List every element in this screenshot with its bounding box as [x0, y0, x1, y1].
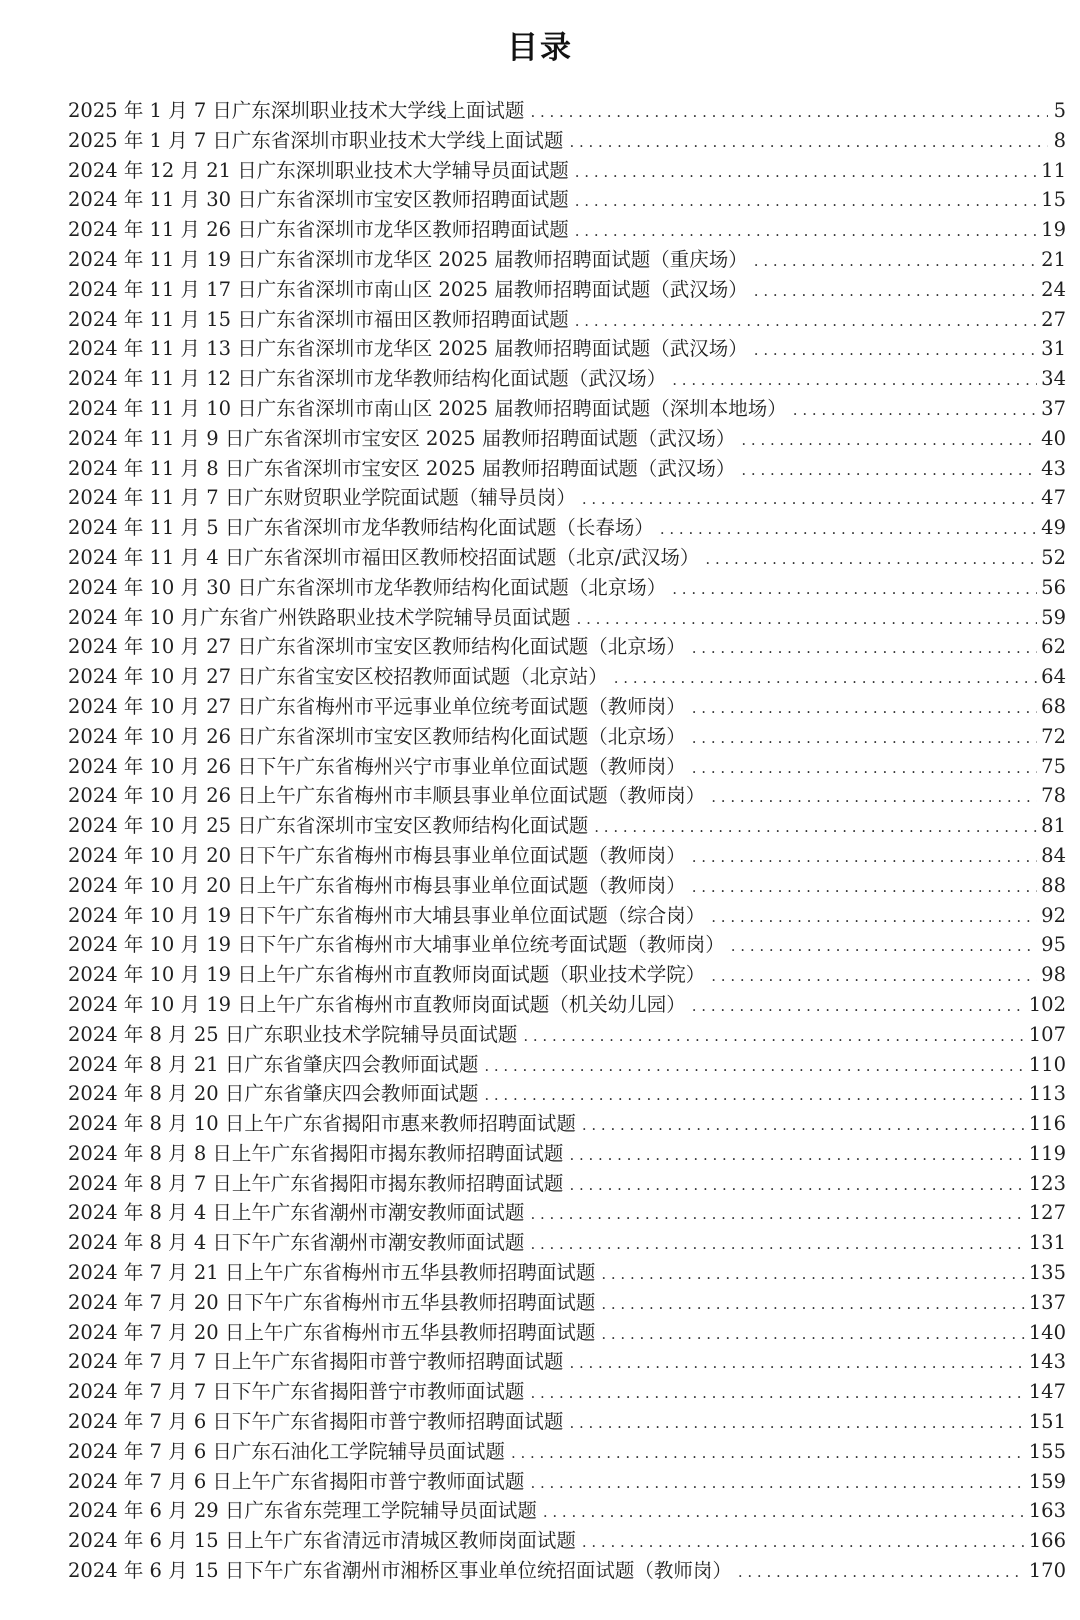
dot-leader	[582, 485, 1037, 513]
dot-leader	[543, 1498, 1025, 1526]
toc-entry[interactable]	[68, 1228, 1066, 1258]
dot-leader	[660, 515, 1037, 543]
dot-leader	[575, 217, 1037, 245]
toc-entry-title: 2024 年 7 月 6 日上午广东省揭阳市普宁教师面试题	[68, 1469, 525, 1493]
dot-leader	[484, 1081, 1024, 1109]
toc-entry[interactable]	[68, 185, 1066, 215]
toc-entry[interactable]	[68, 960, 1066, 990]
dot-leader	[530, 1230, 1024, 1258]
toc-entry-title: 2024 年 11 月 17 日广东省深圳市南山区 2025 届教师招聘面试题（武汉场）	[68, 277, 748, 301]
toc-entry[interactable]	[68, 632, 1066, 662]
toc-entry-title: 2024 年 10 月 26 日上午广东省梅州市丰顺县事业单位面试题（教师岗）	[68, 784, 706, 808]
toc-entry-title: 2024 年 6 月 29 日广东省东莞理工学院辅导员面试题	[68, 1499, 537, 1523]
toc-entry-title: 2024 年 8 月 20 日广东省肇庆四会教师面试题	[68, 1082, 479, 1106]
dot-leader	[754, 247, 1037, 275]
toc-entry-title: 2024 年 11 月 19 日广东省深圳市龙华区 2025 届教师招聘面试题（重庆场）	[68, 247, 748, 271]
toc-entry-title: 2024 年 11 月 4 日广东省深圳市福田区教师校招面试题（北京/武汉场）	[68, 545, 700, 569]
toc-entry-title: 2024 年 11 月 13 日广东省深圳市龙华区 2025 届教师招聘面试题（武汉场）	[68, 337, 748, 361]
toc-entry[interactable]	[68, 722, 1066, 752]
toc-entry-title: 2024 年 7 月 20 日上午广东省梅州市五华县教师招聘面试题	[68, 1320, 596, 1344]
toc-entry[interactable]	[68, 1556, 1066, 1586]
toc-entry[interactable]	[68, 901, 1066, 931]
dot-leader	[614, 664, 1037, 692]
toc-entry-title: 2024 年 12 月 21 日广东深圳职业技术大学辅导员面试题	[68, 158, 569, 182]
toc-entry-page-number: 34	[1041, 367, 1066, 391]
page-title: 目录	[507, 30, 573, 66]
toc-entry-title: 2024 年 7 月 21 日上午广东省梅州市五华县教师招聘面试题	[68, 1261, 596, 1285]
dot-leader	[731, 932, 1037, 960]
toc-entry[interactable]	[68, 1258, 1066, 1288]
table-of-contents	[68, 96, 1066, 1586]
toc-entry-title: 2024 年 7 月 6 日下午广东省揭阳市普宁教师招聘面试题	[68, 1410, 564, 1434]
dot-leader	[601, 1320, 1024, 1348]
dot-leader	[582, 1528, 1025, 1556]
toc-entry-title: 2024 年 8 月 8 日上午广东省揭阳市揭东教师招聘面试题	[68, 1141, 564, 1165]
dot-leader	[530, 98, 1048, 126]
toc-entry-title: 2024 年 11 月 7 日广东财贸职业学院面试题（辅导员岗）	[68, 486, 576, 510]
toc-entry[interactable]	[68, 1496, 1066, 1526]
toc-entry[interactable]	[68, 662, 1066, 692]
dot-leader	[575, 158, 1037, 186]
toc-entry-page-number: 135	[1028, 1261, 1066, 1285]
toc-entry-title: 2024 年 10 月 27 日广东省宝安区校招教师面试题（北京站）	[68, 665, 608, 689]
dot-leader	[692, 992, 1025, 1020]
toc-entry-page-number: 15	[1041, 188, 1066, 212]
toc-entry-page-number: 143	[1028, 1350, 1066, 1374]
toc-entry-page-number: 64	[1041, 665, 1066, 689]
toc-entry-page-number: 166	[1028, 1529, 1066, 1553]
toc-entry-title: 2024 年 7 月 7 日上午广东省揭阳市普宁教师招聘面试题	[68, 1350, 564, 1374]
toc-entry-page-number: 27	[1041, 307, 1066, 331]
toc-entry-page-number: 127	[1028, 1201, 1066, 1225]
toc-entry-title: 2024 年 10 月 27 日广东省梅州市平远事业单位统考面试题（教师岗）	[68, 694, 686, 718]
dot-leader	[582, 1111, 1025, 1139]
toc-entry-page-number: 31	[1041, 337, 1066, 361]
toc-entry[interactable]	[68, 126, 1066, 156]
toc-entry[interactable]	[68, 394, 1066, 424]
toc-entry[interactable]	[68, 454, 1066, 484]
toc-entry[interactable]	[68, 483, 1066, 513]
toc-entry-page-number: 43	[1041, 456, 1066, 480]
toc-entry[interactable]	[68, 841, 1066, 871]
dot-leader	[530, 1379, 1024, 1407]
toc-entry-page-number: 19	[1041, 218, 1066, 242]
toc-entry-title: 2024 年 10 月 26 日下午广东省梅州兴宁市事业单位面试题（教师岗）	[68, 754, 686, 778]
toc-entry[interactable]	[68, 1407, 1066, 1437]
toc-entry-title: 2024 年 10 月 26 日广东省深圳市宝安区教师结构化面试题（北京场）	[68, 724, 686, 748]
toc-entry[interactable]	[68, 811, 1066, 841]
toc-entry-page-number: 47	[1041, 486, 1066, 510]
toc-entry[interactable]	[68, 364, 1066, 394]
toc-entry-page-number: 107	[1028, 1022, 1066, 1046]
toc-entry[interactable]	[68, 573, 1066, 603]
toc-entry-title: 2024 年 10 月 19 日上午广东省梅州市直教师岗面试题（职业技术学院）	[68, 963, 706, 987]
toc-entry-page-number: 78	[1041, 784, 1066, 808]
dot-leader	[711, 783, 1037, 811]
toc-entry-page-number: 68	[1041, 694, 1066, 718]
dot-leader	[569, 1141, 1024, 1169]
toc-entry-page-number: 56	[1041, 575, 1066, 599]
toc-entry-page-number: 137	[1028, 1290, 1066, 1314]
dot-leader	[754, 277, 1037, 305]
dot-leader	[530, 1469, 1024, 1497]
dot-leader	[511, 1439, 1025, 1467]
toc-entry-page-number: 131	[1028, 1231, 1066, 1255]
toc-entry-title: 2025 年 1 月 7 日广东深圳职业技术大学线上面试题	[68, 99, 525, 122]
toc-entry-page-number: 75	[1041, 754, 1066, 778]
dot-leader	[601, 1290, 1024, 1318]
toc-entry-title: 2024 年 7 月 6 日广东石油化工学院辅导员面试题	[68, 1439, 505, 1463]
toc-entry[interactable]	[68, 1526, 1066, 1556]
dot-leader	[738, 1558, 1025, 1586]
toc-entry-page-number: 110	[1028, 1052, 1066, 1076]
toc-entry[interactable]	[68, 156, 1066, 186]
toc-entry-title: 2024 年 10 月 27 日广东省深圳市宝安区教师结构化面试题（北京场）	[68, 635, 686, 659]
toc-entry-page-number: 119	[1028, 1141, 1066, 1165]
toc-entry-title: 2024 年 10 月 19 日下午广东省梅州市大埔事业单位统考面试题（教师岗）	[68, 933, 725, 957]
dot-leader	[672, 575, 1037, 603]
toc-entry[interactable]	[68, 1318, 1066, 1348]
toc-entry-page-number: 159	[1028, 1469, 1066, 1493]
toc-entry-title: 2024 年 8 月 25 日广东职业技术学院辅导员面试题	[68, 1022, 518, 1046]
toc-entry-title: 2024 年 11 月 5 日广东省深圳市龙华教师结构化面试题（长春场）	[68, 516, 654, 540]
dot-leader	[754, 336, 1037, 364]
dot-leader	[569, 1409, 1024, 1437]
toc-entry[interactable]	[68, 245, 1066, 275]
toc-entry-title: 2024 年 11 月 15 日广东省深圳市福田区教师招聘面试题	[68, 307, 569, 331]
toc-entry-page-number: 155	[1028, 1439, 1066, 1463]
toc-entry-title: 2024 年 8 月 10 日上午广东省揭阳市惠来教师招聘面试题	[68, 1112, 576, 1136]
toc-entry-page-number: 72	[1041, 724, 1066, 748]
toc-entry-title: 2024 年 6 月 15 日下午广东省潮州市湘桥区事业单位统招面试题（教师岗）	[68, 1559, 732, 1583]
toc-entry[interactable]	[68, 334, 1066, 364]
toc-entry[interactable]	[68, 305, 1066, 335]
toc-entry-page-number: 88	[1041, 873, 1066, 897]
toc-entry-page-number: 40	[1041, 426, 1066, 450]
toc-entry-page-number: 116	[1028, 1112, 1066, 1136]
toc-entry-page-number: 113	[1028, 1082, 1066, 1106]
dot-leader	[672, 366, 1037, 394]
toc-entry[interactable]	[68, 424, 1066, 454]
toc-entry-title: 2024 年 11 月 8 日广东省深圳市宝安区 2025 届教师招聘面试题（武汉场）	[68, 456, 736, 480]
toc-entry-page-number: 170	[1028, 1559, 1066, 1583]
toc-entry-title: 2024 年 10 月 19 日下午广东省梅州市大埔县事业单位面试题（综合岗）	[68, 903, 706, 927]
toc-entry-page-number: 11	[1041, 158, 1066, 182]
toc-entry-title: 2024 年 10 月 19 日上午广东省梅州市直教师岗面试题（机关幼儿园）	[68, 992, 686, 1016]
toc-entry-title: 2024 年 11 月 10 日广东省深圳市南山区 2025 届教师招聘面试题（深圳本地场）	[68, 396, 787, 420]
dot-leader	[705, 545, 1037, 573]
toc-entry-title: 2025 年 1 月 7 日广东省深圳市职业技术大学线上面试题	[68, 128, 564, 152]
toc-entry-page-number: 21	[1041, 247, 1066, 271]
dot-leader	[692, 873, 1037, 901]
toc-entry-page-number: 92	[1041, 903, 1066, 927]
toc-entry-page-number: 151	[1028, 1410, 1066, 1434]
toc-entry[interactable]	[68, 513, 1066, 543]
toc-entry[interactable]	[68, 1437, 1066, 1467]
toc-entry-title: 2024 年 8 月 4 日上午广东省潮州市潮安教师面试题	[68, 1201, 525, 1225]
toc-entry[interactable]	[68, 1198, 1066, 1228]
toc-entry-title: 2024 年 8 月 4 日下午广东省潮州市潮安教师面试题	[68, 1231, 525, 1255]
dot-leader	[575, 187, 1037, 215]
dot-leader	[692, 634, 1037, 662]
toc-entry[interactable]	[68, 96, 1066, 126]
toc-entry-page-number: 8	[1053, 128, 1066, 152]
dot-leader	[692, 694, 1037, 722]
toc-entry-page-number: 140	[1028, 1320, 1066, 1344]
toc-entry[interactable]	[68, 1377, 1066, 1407]
toc-entry-title: 2024 年 10 月 25 日广东省深圳市宝安区教师结构化面试题	[68, 814, 589, 838]
toc-entry[interactable]	[68, 871, 1066, 901]
dot-leader	[569, 128, 1048, 156]
dot-leader	[575, 307, 1037, 335]
toc-entry-page-number: 62	[1041, 635, 1066, 659]
toc-entry-page-number: 52	[1041, 545, 1066, 569]
toc-entry-page-number: 123	[1028, 1171, 1066, 1195]
toc-entry-page-number: 147	[1028, 1380, 1066, 1404]
toc-entry-title: 2024 年 11 月 9 日广东省深圳市宝安区 2025 届教师招聘面试题（武汉场）	[68, 426, 736, 450]
toc-entry-page-number: 98	[1041, 963, 1066, 987]
dot-leader	[577, 605, 1038, 633]
toc-entry-page-number: 5	[1053, 99, 1066, 122]
toc-entry-page-number: 37	[1041, 396, 1066, 420]
toc-entry-title: 2024 年 7 月 7 日下午广东省揭阳普宁市教师面试题	[68, 1380, 525, 1404]
dot-leader	[741, 426, 1037, 454]
toc-entry[interactable]	[68, 1020, 1066, 1050]
toc-entry[interactable]	[68, 1288, 1066, 1318]
toc-entry[interactable]	[68, 692, 1066, 722]
toc-entry-page-number: 163	[1028, 1499, 1066, 1523]
toc-entry-page-number: 102	[1028, 992, 1066, 1016]
dot-leader	[692, 754, 1037, 782]
dot-leader	[569, 1171, 1024, 1199]
toc-entry[interactable]	[68, 1139, 1066, 1169]
toc-entry-title: 2024 年 8 月 21 日广东省肇庆四会教师面试题	[68, 1052, 479, 1076]
toc-entry-page-number: 24	[1041, 277, 1066, 301]
dot-leader	[569, 1349, 1024, 1377]
toc-entry[interactable]	[68, 1169, 1066, 1199]
dot-leader	[594, 813, 1037, 841]
toc-entry-title: 2024 年 10 月 20 日上午广东省梅州市梅县事业单位面试题（教师岗）	[68, 873, 686, 897]
dot-leader	[711, 903, 1037, 931]
dot-leader	[741, 456, 1037, 484]
dot-leader	[601, 1260, 1024, 1288]
toc-entry[interactable]	[68, 781, 1066, 811]
toc-entry-title: 2024 年 11 月 30 日广东省深圳市宝安区教师招聘面试题	[68, 188, 569, 212]
toc-entry-page-number: 59	[1041, 605, 1066, 629]
toc-entry-title: 2024 年 11 月 12 日广东省深圳市龙华教师结构化面试题（武汉场）	[68, 367, 667, 391]
dot-leader	[793, 396, 1037, 424]
dot-leader	[523, 1022, 1024, 1050]
dot-leader	[530, 1200, 1024, 1228]
toc-entry[interactable]	[68, 1347, 1066, 1377]
toc-entry[interactable]	[68, 275, 1066, 305]
toc-entry[interactable]	[68, 930, 1066, 960]
toc-entry-title: 2024 年 11 月 26 日广东省深圳市龙华区教师招聘面试题	[68, 218, 569, 242]
dot-leader	[484, 1052, 1024, 1080]
toc-entry-title: 2024 年 8 月 7 日上午广东省揭阳市揭东教师招聘面试题	[68, 1171, 564, 1195]
toc-entry-page-number: 84	[1041, 843, 1066, 867]
toc-entry[interactable]	[68, 1050, 1066, 1080]
dot-leader	[692, 724, 1037, 752]
dot-leader	[711, 962, 1037, 990]
toc-entry[interactable]	[68, 752, 1066, 782]
dot-leader	[692, 843, 1037, 871]
toc-entry[interactable]	[68, 1467, 1066, 1497]
toc-entry-page-number: 49	[1041, 516, 1066, 540]
toc-entry[interactable]	[68, 1109, 1066, 1139]
toc-entry-title: 2024 年 10 月 30 日广东省深圳市龙华教师结构化面试题（北京场）	[68, 575, 667, 599]
toc-entry-title: 2024 年 10 月广东省广州铁路职业技术学院辅导员面试题	[68, 605, 571, 629]
toc-entry-page-number: 81	[1041, 814, 1066, 838]
toc-entry-title: 2024 年 10 月 20 日下午广东省梅州市梅县事业单位面试题（教师岗）	[68, 843, 686, 867]
toc-entry-title: 2024 年 6 月 15 日上午广东省清远市清城区教师岗面试题	[68, 1529, 576, 1553]
toc-entry[interactable]	[68, 603, 1066, 633]
toc-entry[interactable]	[68, 543, 1066, 573]
toc-entry-page-number: 95	[1041, 933, 1066, 957]
toc-entry[interactable]	[68, 990, 1066, 1020]
toc-entry[interactable]	[68, 215, 1066, 245]
toc-entry-title: 2024 年 7 月 20 日下午广东省梅州市五华县教师招聘面试题	[68, 1290, 596, 1314]
toc-entry[interactable]	[68, 1079, 1066, 1109]
